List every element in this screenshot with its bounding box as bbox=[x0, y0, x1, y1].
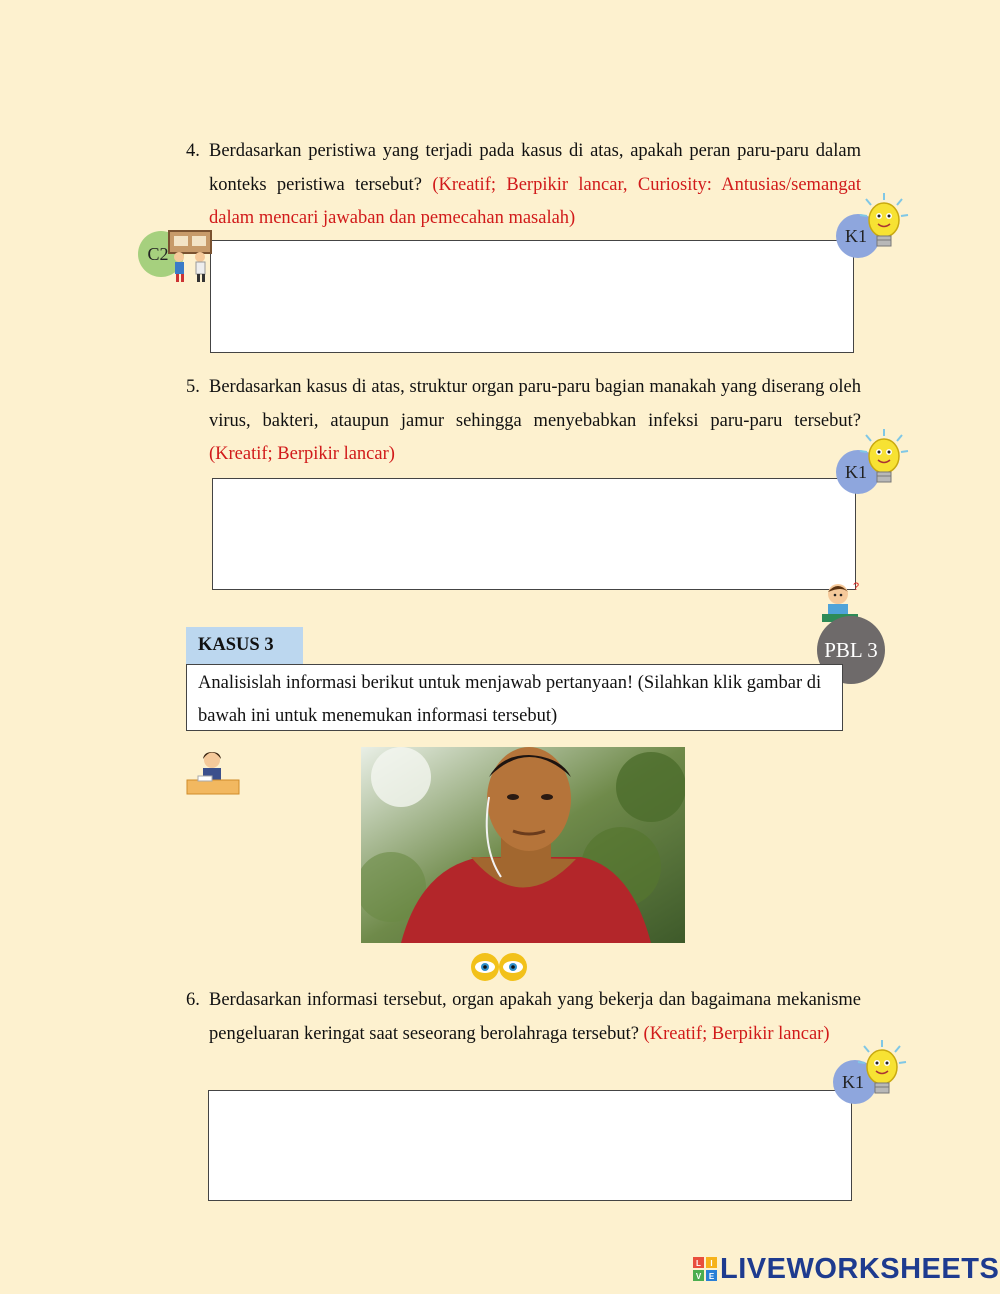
live-badge-icon bbox=[693, 1257, 717, 1281]
question-5 bbox=[186, 371, 861, 472]
liveworksheets-logo[interactable] bbox=[693, 1254, 999, 1284]
question-number: 5. bbox=[186, 377, 200, 397]
svg-text:V: V bbox=[695, 1272, 702, 1281]
answer-box-5[interactable] bbox=[212, 478, 856, 590]
runner-photo[interactable] bbox=[361, 747, 685, 943]
question-number: 6. bbox=[186, 990, 200, 1010]
answer-box-6[interactable] bbox=[208, 1090, 852, 1201]
studying-girl-icon bbox=[186, 748, 240, 796]
kasus-title: KASUS 3 bbox=[186, 627, 303, 664]
teacher-board-icon bbox=[166, 229, 214, 283]
question-number: 4. bbox=[186, 141, 200, 161]
svg-text:I: I bbox=[710, 1259, 713, 1268]
question-text: Berdasarkan peristiwa yang terjadi pada kasus di atas, apakah peran paru-paru dalam konteks peristiwa tersebut? (Kreatif; Berpikir lancar, Curiosity: Antusias/semangat dalam mencari jawaban dan pemecahan masalah) bbox=[209, 141, 862, 228]
lightbulb-icon bbox=[858, 429, 910, 491]
c2-badge: C2 bbox=[138, 231, 184, 277]
k1-badge: K1 bbox=[836, 450, 880, 494]
svg-text:E: E bbox=[708, 1272, 715, 1281]
runner-image[interactable] bbox=[361, 747, 685, 943]
svg-text:?: ? bbox=[853, 581, 860, 593]
question-tag: (Kreatif; Berpikir lancar) bbox=[643, 1023, 830, 1044]
question-tag: (Kreatif; Berpikir lancar, Curiosity: Antusias/semangat dalam mencari jawaban dan pemecahan masalah) bbox=[209, 174, 862, 228]
k1-badge: K1 bbox=[836, 214, 880, 258]
question-text: Berdasarkan informasi tersebut, organ apakah yang bekerja dan bagaimana mekanisme pengeluaran keringat saat seseorang berolahraga tersebut? (Kreatif; Berpikir lancar) bbox=[209, 990, 861, 1044]
lightbulb-icon bbox=[858, 193, 910, 255]
eyes-icon[interactable] bbox=[470, 951, 528, 983]
question-tag: (Kreatif; Berpikir lancar) bbox=[209, 444, 395, 464]
pbl-badge: PBL 3 bbox=[817, 616, 885, 684]
question-text: Berdasarkan kasus di atas, struktur organ paru-paru bagian manakah yang diserang oleh virus, bakteri, ataupun jamur sehingga menyebabkan infeksi paru-paru tersebut? (Kreatif; Berpikir lancar) bbox=[209, 377, 861, 464]
svg-text:L: L bbox=[696, 1259, 701, 1268]
k1-badge: K1 bbox=[833, 1060, 877, 1104]
question-4 bbox=[186, 135, 861, 236]
logo-text: LIVEWORKSHEETS bbox=[720, 1252, 1000, 1285]
kasus-instruction: Analisislah informasi berikut untuk menjawab pertanyaan! (Silahkan klik gambar di bawah ini untuk menemukan informasi tersebut) bbox=[186, 664, 843, 731]
answer-box-4[interactable] bbox=[210, 240, 854, 353]
lightbulb-icon bbox=[856, 1040, 908, 1102]
question-6 bbox=[186, 984, 861, 1051]
